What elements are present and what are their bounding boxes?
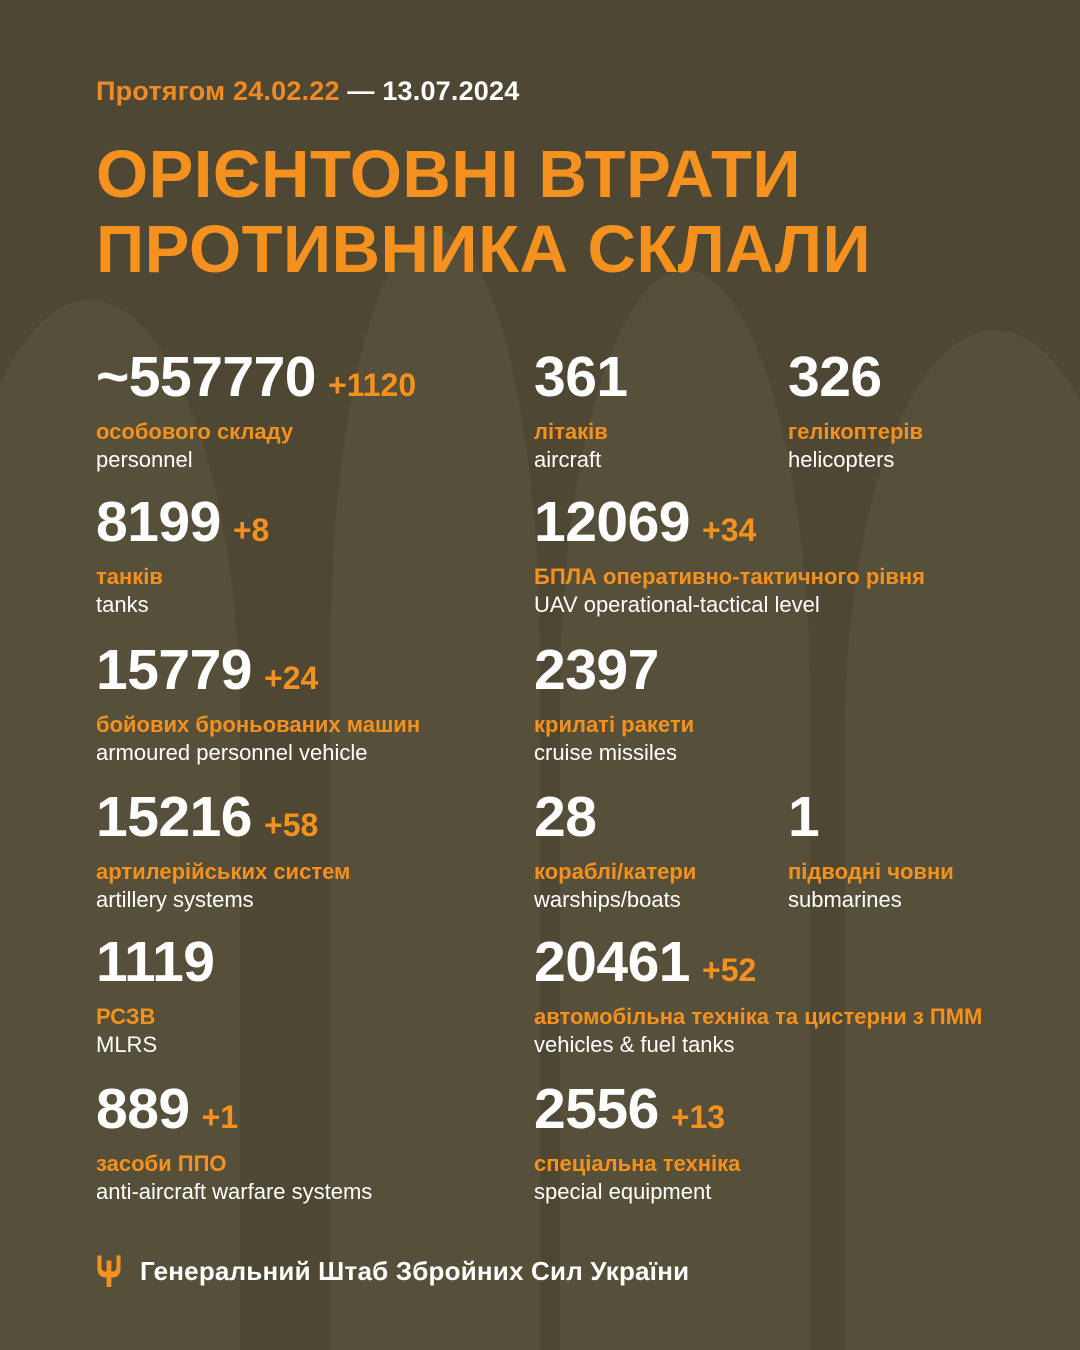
stat-value: 2397 — [534, 638, 659, 703]
stat-number-row — [96, 345, 417, 410]
stat-vehicles-fuel-tanks — [534, 930, 983, 1058]
stat-value: 15779 — [96, 638, 253, 703]
stat-delta: +52 — [702, 952, 757, 989]
footer — [96, 1254, 689, 1288]
stat-personnel — [96, 345, 417, 473]
stat-number-row — [96, 930, 227, 995]
stat-number-row — [788, 345, 923, 410]
stat-delta: +1 — [201, 1099, 239, 1136]
stat-number-row — [96, 785, 350, 850]
period-line — [96, 0, 984, 107]
stat-label-en: warships/boats — [534, 887, 681, 913]
stat-label-en: aircraft — [534, 447, 602, 473]
stat-label-en: helicopters — [788, 447, 895, 473]
stat-label-ua: гелікоптерів — [788, 419, 924, 445]
stat-value: 20461 — [534, 930, 691, 995]
stat-delta: +13 — [670, 1099, 726, 1136]
stat-value: 2556 — [534, 1077, 659, 1142]
stat-number-row — [534, 930, 982, 995]
stat-label-ua: засоби ППО — [96, 1151, 227, 1177]
stat-label-en: cruise missiles — [534, 740, 678, 766]
stat-label-en: special equipment — [534, 1179, 712, 1205]
stat-number-row — [96, 490, 270, 555]
stat-label-ua: спеціальна техніка — [534, 1151, 741, 1177]
page-title — [96, 137, 984, 287]
stat-label-ua: РСЗВ — [96, 1004, 156, 1030]
stat-anti-aircraft-warfare-systems — [96, 1077, 373, 1205]
stat-value: 28 — [534, 785, 597, 850]
stat-value: 8199 — [96, 490, 221, 555]
stat-label-ua: БПЛА оперативно-тактичного рівня — [534, 564, 926, 590]
footer-text: Генеральний Штаб Збройних Сил України — [140, 1255, 690, 1286]
stat-label-ua: літаків — [534, 419, 608, 445]
stat-label-ua: підводні човни — [788, 859, 954, 885]
stat-label-en: tanks — [96, 592, 149, 618]
stat-value: 889 — [96, 1077, 190, 1142]
stat-value: 361 — [534, 345, 628, 410]
stat-artillery-systems — [96, 785, 351, 913]
page-title-line-2: ПРОТИВНИКА СКЛАЛИ — [96, 212, 872, 288]
stat-value: 1 — [788, 785, 820, 850]
stat-delta: +34 — [702, 512, 757, 549]
stat-label-en: artillery systems — [96, 887, 254, 913]
stat-number-row — [788, 785, 954, 850]
stat-label-en: personnel — [96, 447, 193, 473]
stat-number-row — [96, 1077, 372, 1142]
stat-label-ua: автомобільна техніка та цистерни з ПММ — [534, 1004, 983, 1030]
stat-delta: +24 — [264, 660, 319, 697]
stat-label-ua: кораблі/катери — [534, 859, 697, 885]
stat-label-en: armoured personnel vehicle — [96, 740, 368, 766]
period-prefix: Протягом 24.02.22 — [96, 76, 340, 106]
stat-warships — [534, 785, 697, 913]
stat-mlrs — [96, 930, 227, 1058]
stat-value: 15216 — [96, 785, 253, 850]
stat-number-row — [534, 345, 640, 410]
stat-delta: +8 — [232, 512, 270, 549]
stat-submarines — [788, 785, 954, 913]
stat-label-en: submarines — [788, 887, 902, 913]
stat-label-ua: крилаті ракети — [534, 712, 695, 738]
stat-aircraft — [534, 345, 640, 473]
stat-label-ua: артилерійських систем — [96, 859, 351, 885]
trident-icon — [96, 1254, 122, 1288]
stat-number-row — [534, 785, 696, 850]
period-date: 13.07.2024 — [382, 76, 520, 106]
stat-delta: +58 — [264, 807, 319, 844]
stat-value: 326 — [788, 345, 882, 410]
stat-tanks — [96, 490, 270, 618]
stat-value: ~557770 — [96, 345, 316, 410]
stat-uav — [534, 490, 926, 618]
stats-grid — [96, 345, 984, 1205]
stat-helicopters — [788, 345, 924, 473]
stat-number-row — [534, 490, 925, 555]
stat-value: 1119 — [96, 930, 215, 995]
stat-label-ua: особового складу — [96, 419, 294, 445]
stat-armoured-personnel-vehicle — [96, 638, 421, 766]
stat-label-ua: бойових броньованих машин — [96, 712, 421, 738]
stat-number-row — [534, 638, 694, 703]
stat-label-ua: танків — [96, 564, 163, 590]
stat-number-row — [534, 1077, 740, 1142]
period-dash: — — [347, 76, 375, 106]
stat-label-en: MLRS — [96, 1032, 158, 1058]
stat-label-en: vehicles & fuel tanks — [534, 1032, 735, 1058]
stat-number-row — [96, 638, 420, 703]
stat-label-en: UAV operational-tactical level — [534, 592, 820, 618]
stat-label-en: anti-aircraft warfare systems — [96, 1179, 373, 1205]
stat-value: 12069 — [534, 490, 691, 555]
stat-special-equipment — [534, 1077, 741, 1205]
page-title-line-1: ОРІЄНТОВНІ ВТРАТИ — [96, 137, 802, 212]
stat-delta: +1120 — [328, 367, 417, 404]
stat-cruise-missiles — [534, 638, 695, 766]
